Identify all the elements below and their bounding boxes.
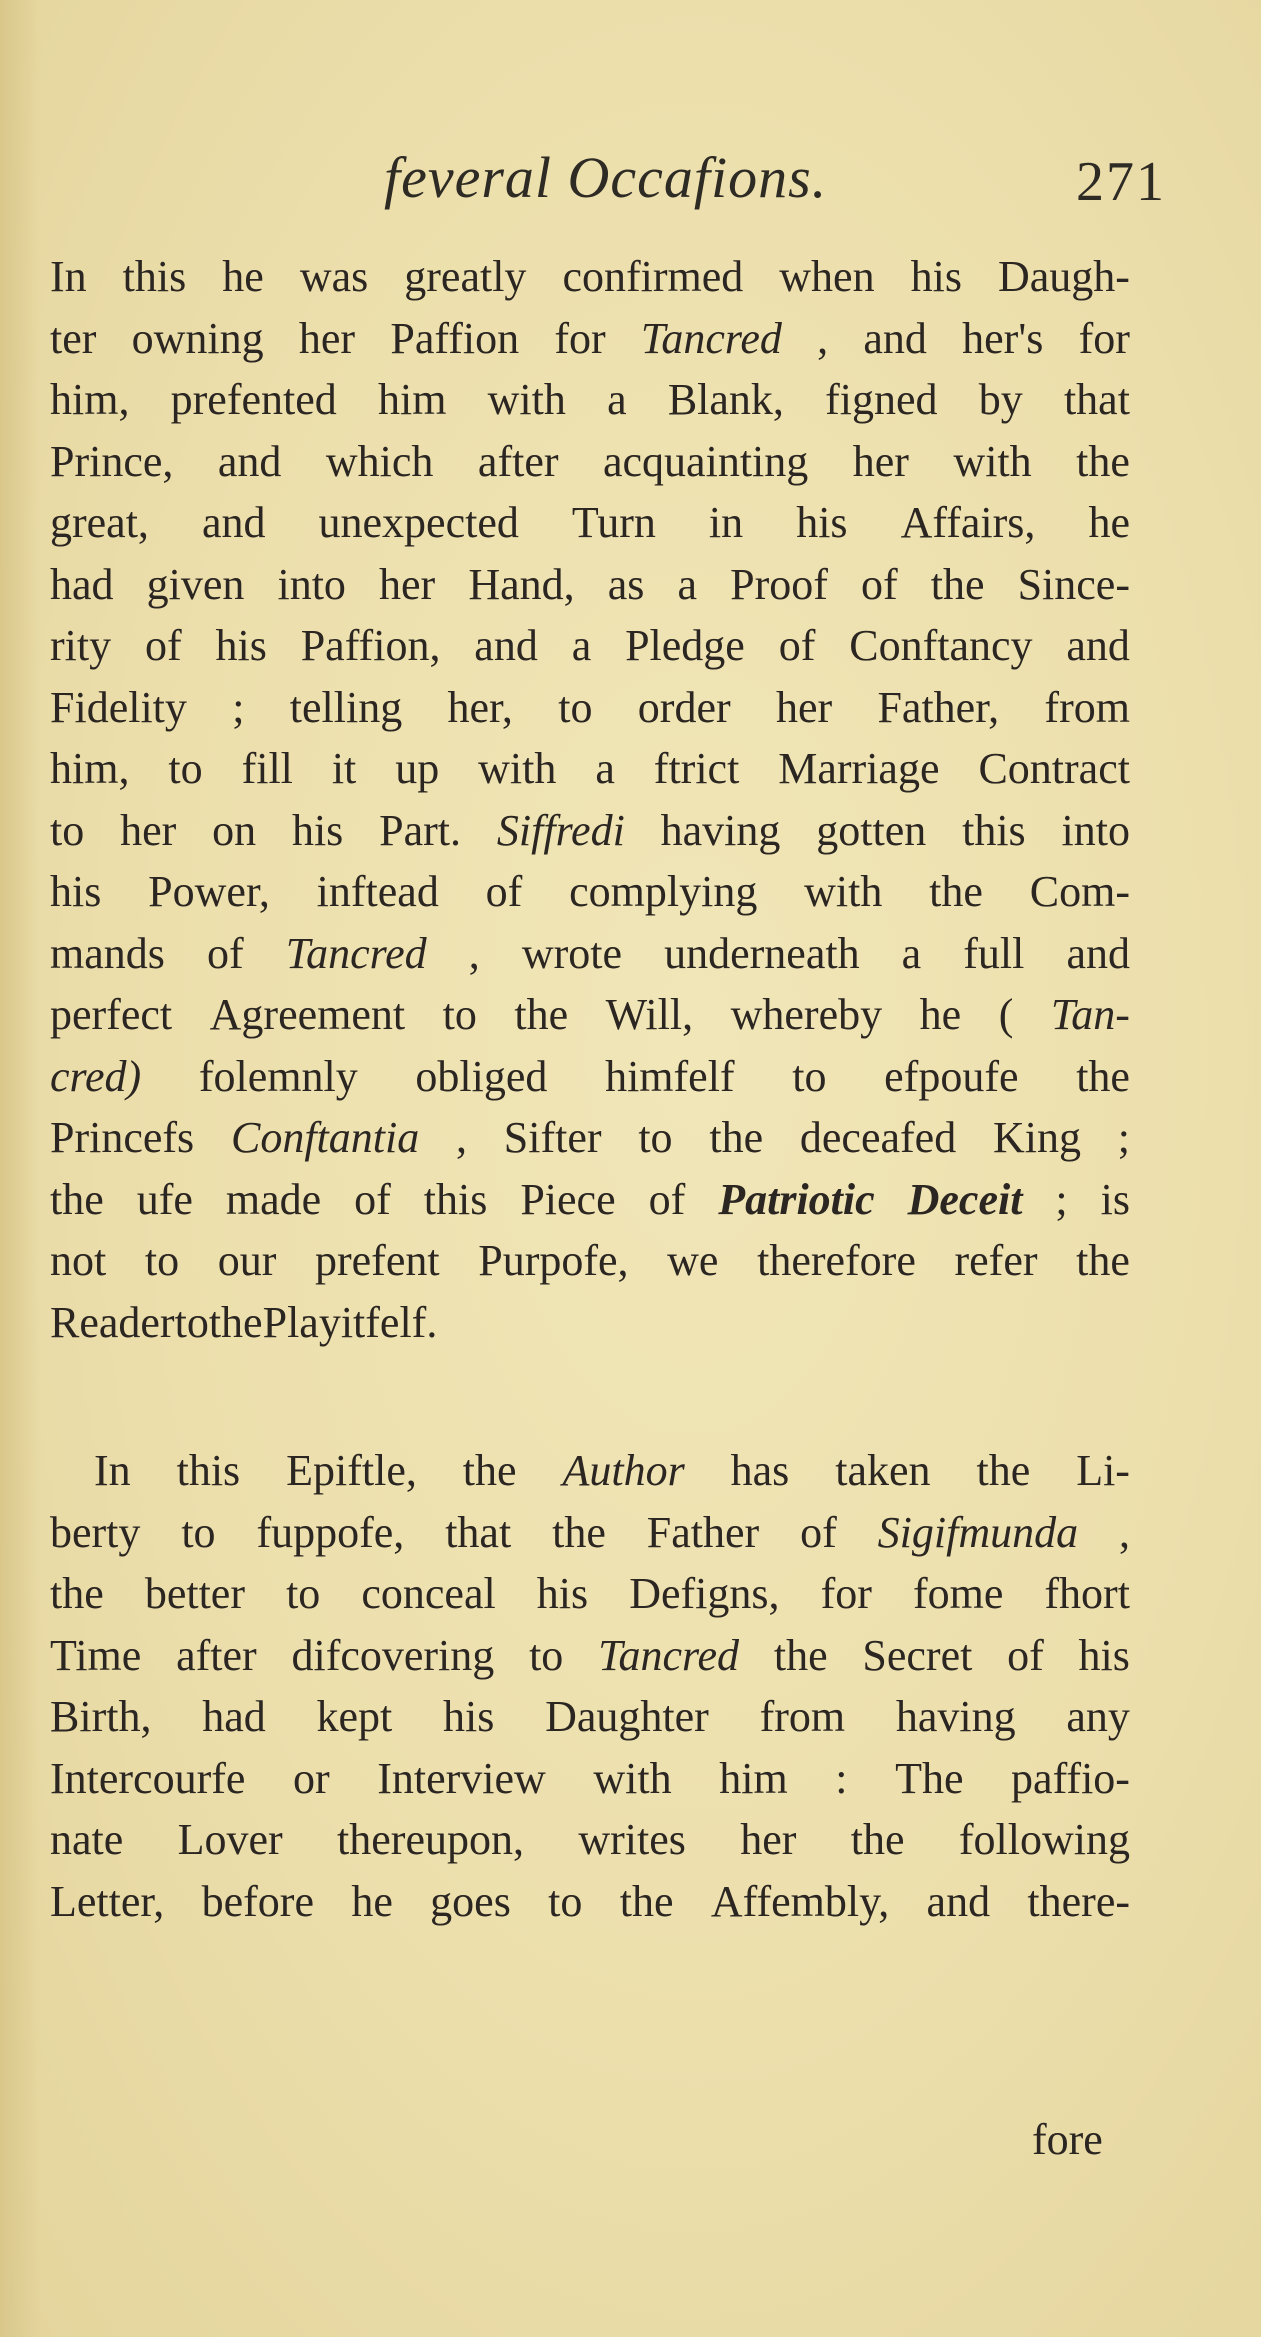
- text-word: of: [778, 621, 816, 670]
- text-line: [50, 1809, 1130, 1871]
- text-word: from: [759, 1692, 846, 1741]
- text-word: fuppofe,: [256, 1507, 405, 1557]
- text-word: her: [852, 436, 909, 486]
- text-word: Tan-: [1050, 990, 1130, 1039]
- text-word: Proof: [730, 559, 828, 609]
- text-word: inftead: [316, 867, 439, 916]
- text-word: In: [50, 252, 87, 301]
- text-word: Father,: [877, 682, 1000, 732]
- text-word: and: [926, 1876, 991, 1926]
- text-word: obliged: [415, 1051, 548, 1101]
- text-word: Affairs,: [900, 498, 1036, 547]
- text-word: Blank,: [667, 375, 784, 424]
- text-word: Epiftle,: [286, 1446, 417, 1495]
- text-word: with: [593, 1753, 672, 1803]
- text-word: there-: [1027, 1876, 1130, 1926]
- text-line: [50, 1625, 1130, 1687]
- text-word: Deceit: [907, 1174, 1023, 1224]
- text-word: perfect: [50, 990, 173, 1039]
- text-line: [50, 308, 1130, 370]
- text-word: him,: [50, 744, 130, 793]
- text-word: to: [144, 1236, 180, 1285]
- text-word: The: [895, 1753, 964, 1803]
- text-line: [50, 1292, 1130, 1354]
- text-word: unexpected: [318, 498, 519, 547]
- text-word: the: [50, 1174, 104, 1224]
- text-word: Pledge: [625, 621, 745, 670]
- text-word: her: [120, 805, 177, 855]
- text-word: ter: [50, 313, 97, 363]
- text-word: the: [1076, 1236, 1130, 1285]
- text-word: Princefs: [50, 1113, 195, 1162]
- text-word: the: [552, 1507, 606, 1557]
- text-word: by: [978, 375, 1023, 424]
- text-word: the: [850, 1815, 905, 1864]
- text-word: and: [201, 498, 266, 547]
- text-line: [50, 1686, 1130, 1748]
- text-word: Daugh-: [997, 252, 1130, 301]
- text-word: figned: [825, 375, 938, 424]
- text-word: fill: [241, 744, 293, 793]
- text-word: or: [293, 1753, 330, 1803]
- text-word: into: [277, 559, 346, 609]
- text-word: Play: [262, 1297, 341, 1347]
- text-word: and: [474, 621, 538, 670]
- text-word: Paffion,: [300, 621, 441, 670]
- text-word: Affembly,: [710, 1876, 890, 1926]
- text-word: cred): [50, 1051, 142, 1101]
- text-word: he: [222, 252, 264, 301]
- text-line: [50, 1563, 1130, 1625]
- text-word: Tancred: [598, 1630, 740, 1680]
- page-number: 271: [1076, 151, 1166, 213]
- text-word: a: [607, 375, 627, 424]
- body-text: [50, 246, 1130, 1932]
- text-line: [50, 246, 1130, 308]
- text-word: him: [719, 1753, 788, 1803]
- text-word: and: [1066, 621, 1130, 670]
- text-word: folemnly: [198, 1051, 358, 1101]
- text-word: of: [1007, 1630, 1044, 1680]
- text-word: to: [181, 1507, 216, 1557]
- text-word: writes: [578, 1815, 686, 1864]
- text-word: a: [595, 744, 615, 793]
- text-word: Conftancy: [849, 621, 1033, 670]
- text-word: to: [548, 1876, 583, 1926]
- text-word: her: [775, 682, 833, 732]
- text-word: Li-: [1076, 1446, 1130, 1495]
- text-word: Father: [646, 1507, 760, 1557]
- text-word: therefore: [757, 1236, 916, 1285]
- text-word: for: [554, 313, 606, 363]
- text-word: on: [212, 805, 257, 855]
- text-word: he: [1088, 498, 1130, 547]
- text-word: for: [1078, 313, 1130, 363]
- text-line: [50, 431, 1130, 493]
- text-word: better: [144, 1569, 245, 1618]
- text-word: her: [298, 313, 356, 363]
- text-word: her's: [962, 313, 1044, 363]
- text-word: Tancred: [640, 313, 782, 363]
- text-word: with: [487, 375, 566, 424]
- text-word: Part.: [379, 805, 462, 855]
- text-word: him,: [50, 375, 130, 424]
- text-word: ,: [468, 928, 480, 978]
- text-word: up: [395, 744, 440, 793]
- text-word: great,: [50, 498, 149, 547]
- text-line: [50, 615, 1130, 677]
- text-word: Contract: [978, 744, 1130, 793]
- text-word: Reader: [50, 1297, 175, 1347]
- text-word: King: [992, 1113, 1081, 1162]
- text-word: Prince,: [50, 436, 174, 486]
- text-word: our: [217, 1236, 277, 1285]
- text-word: having: [660, 805, 781, 855]
- text-word: to: [286, 1569, 321, 1618]
- text-word: refer: [954, 1236, 1038, 1285]
- text-word: to: [558, 682, 593, 732]
- text-word: of: [354, 1174, 391, 1224]
- text-word: Marriage: [778, 744, 940, 793]
- text-word: the: [709, 1113, 764, 1162]
- text-word: to: [638, 1113, 673, 1162]
- text-word: Sifter: [503, 1113, 602, 1162]
- text-line: [50, 492, 1130, 554]
- text-word: ;: [1055, 1174, 1068, 1224]
- text-word: of: [800, 1507, 837, 1557]
- text-word: thereupon,: [337, 1815, 524, 1864]
- text-line: [50, 1440, 1130, 1502]
- text-line: [50, 861, 1130, 923]
- text-word: the: [1076, 436, 1130, 486]
- text-word: not: [50, 1236, 107, 1285]
- text-word: into: [1061, 805, 1130, 855]
- text-word: prefent: [315, 1236, 440, 1285]
- text-word: any: [1066, 1692, 1130, 1741]
- text-word: Paffion: [390, 313, 520, 363]
- text-word: taken: [835, 1446, 931, 1495]
- text-word: ufe: [136, 1174, 193, 1224]
- text-line: [50, 738, 1130, 800]
- text-word: his: [50, 867, 102, 916]
- text-line: [50, 1871, 1130, 1933]
- text-word: the: [50, 1569, 104, 1618]
- catchword: fore: [1032, 2115, 1103, 2164]
- text-word: that: [445, 1507, 512, 1557]
- text-word: itfelf.: [340, 1297, 438, 1347]
- text-word: and: [217, 436, 282, 486]
- text-word: the: [462, 1446, 517, 1495]
- text-word: for: [820, 1569, 872, 1618]
- text-word: In: [94, 1446, 131, 1495]
- text-word: to: [792, 1051, 827, 1101]
- running-head-title: feveral Occafions.: [384, 145, 828, 210]
- running-head: [0, 130, 1261, 220]
- text-word: with: [953, 436, 1032, 486]
- text-word: Piece: [520, 1174, 616, 1224]
- text-word: Agreement: [209, 990, 406, 1039]
- text-line: [50, 1230, 1130, 1292]
- text-word: acquainting: [603, 436, 809, 486]
- text-word: and: [1066, 928, 1130, 978]
- text-word: ,: [456, 1113, 467, 1162]
- text-word: had: [50, 559, 114, 609]
- text-word: after: [176, 1630, 257, 1680]
- text-word: a: [571, 621, 592, 670]
- text-word: his: [291, 805, 344, 855]
- text-line: [50, 1748, 1130, 1810]
- paragraph: [50, 246, 1130, 1353]
- text-word: the: [514, 990, 569, 1039]
- text-line: [50, 800, 1130, 862]
- text-word: the: [929, 867, 983, 916]
- text-word: himfelf: [605, 1051, 735, 1101]
- text-word: of: [485, 867, 523, 916]
- text-word: Defigns,: [629, 1569, 780, 1618]
- text-word: ,: [817, 313, 829, 363]
- text-word: him: [377, 375, 447, 424]
- text-word: the: [976, 1446, 1031, 1495]
- text-word: his: [443, 1692, 495, 1741]
- text-word: greatly: [404, 252, 527, 301]
- text-word: this: [176, 1446, 241, 1495]
- text-word: which: [325, 436, 434, 486]
- text-word: complying: [569, 867, 758, 916]
- text-word: the: [208, 1297, 263, 1347]
- text-word: to: [168, 744, 203, 793]
- text-line: [50, 1169, 1130, 1231]
- text-word: of: [860, 559, 898, 609]
- text-word: made: [225, 1174, 322, 1224]
- text-word: with: [804, 867, 883, 916]
- text-word: order: [637, 682, 731, 732]
- text-word: Secret: [862, 1630, 973, 1680]
- text-word: before: [201, 1876, 314, 1926]
- text-word: the: [619, 1876, 674, 1926]
- text-word: conceal: [361, 1569, 496, 1618]
- text-word: Tancred: [285, 928, 427, 978]
- text-line: [50, 369, 1130, 431]
- text-word: Purpofe,: [478, 1236, 629, 1285]
- text-word: ,: [1119, 1507, 1130, 1557]
- text-word: Intercourfe: [50, 1753, 246, 1803]
- text-word: underneath: [664, 928, 860, 978]
- text-line: [50, 677, 1130, 739]
- text-word: is: [1100, 1174, 1130, 1224]
- text-word: his: [536, 1569, 589, 1618]
- text-line: [50, 1502, 1130, 1564]
- text-word: of: [648, 1174, 686, 1224]
- text-word: Siffredi: [496, 805, 625, 855]
- text-word: given: [146, 559, 245, 609]
- text-word: Author: [562, 1446, 685, 1495]
- text-word: after: [477, 436, 559, 486]
- text-line: [50, 1046, 1130, 1108]
- text-word: Lover: [177, 1815, 283, 1864]
- text-word: Time: [50, 1630, 142, 1680]
- text-word: following: [958, 1815, 1130, 1864]
- text-word: (: [998, 990, 1014, 1039]
- text-word: having: [895, 1692, 1016, 1741]
- text-word: when: [779, 252, 875, 301]
- text-word: her,: [447, 682, 513, 732]
- text-word: and: [863, 313, 927, 363]
- text-word: a: [901, 928, 922, 978]
- text-word: ;: [1117, 1113, 1130, 1162]
- text-word: this: [962, 805, 1026, 855]
- text-word: gotten: [816, 805, 927, 855]
- text-word: the: [773, 1630, 828, 1680]
- text-word: a: [677, 559, 697, 609]
- text-word: it: [331, 744, 357, 793]
- text-word: full: [963, 928, 1025, 978]
- text-word: owning: [131, 313, 264, 363]
- text-word: his: [910, 252, 962, 301]
- text-word: with: [478, 744, 557, 793]
- text-line: [50, 1107, 1130, 1169]
- text-word: paffio-: [1011, 1753, 1130, 1803]
- text-word: rity: [50, 621, 112, 670]
- text-word: Fidelity: [50, 682, 187, 732]
- text-word: to: [442, 990, 477, 1039]
- text-word: Will,: [605, 990, 694, 1039]
- text-line: [50, 984, 1130, 1046]
- text-word: confirmed: [562, 252, 744, 301]
- text-word: this: [423, 1174, 488, 1224]
- text-word: fhort: [1044, 1569, 1130, 1618]
- text-word: Letter,: [50, 1876, 165, 1926]
- text-word: his: [796, 498, 848, 547]
- text-word: nate: [50, 1815, 124, 1864]
- page-binding-shadow: [0, 0, 40, 2337]
- text-word: of: [144, 621, 182, 670]
- text-word: that: [1063, 375, 1130, 424]
- text-word: mands: [50, 928, 165, 978]
- text-word: was: [299, 252, 369, 301]
- text-word: his: [1078, 1630, 1130, 1680]
- text-word: this: [122, 252, 187, 301]
- text-word: of: [206, 928, 244, 978]
- text-word: Patriotic: [718, 1174, 875, 1224]
- text-word: to: [174, 1297, 209, 1347]
- text-word: her: [740, 1815, 797, 1864]
- text-word: berty: [50, 1507, 141, 1557]
- text-word: Hand,: [468, 559, 575, 609]
- text-word: to: [529, 1630, 564, 1680]
- text-word: goes: [430, 1876, 511, 1926]
- text-word: :: [835, 1753, 848, 1803]
- text-word: ftrict: [653, 744, 740, 793]
- paragraph: [50, 1440, 1130, 1932]
- text-word: fome: [912, 1569, 1004, 1618]
- text-word: has: [730, 1446, 790, 1495]
- text-word: kept: [316, 1692, 393, 1741]
- text-word: the: [930, 559, 985, 609]
- text-word: whereby: [730, 990, 883, 1039]
- text-word: Power,: [148, 867, 270, 916]
- paragraph-gap: [50, 1353, 1130, 1440]
- text-word: his: [215, 621, 267, 670]
- text-word: he: [351, 1876, 393, 1926]
- text-word: Sigifmunda: [877, 1507, 1079, 1557]
- text-word: difcovering: [291, 1630, 495, 1680]
- text-word: Conftantia: [230, 1113, 420, 1162]
- text-line: [50, 923, 1130, 985]
- text-word: Turn: [571, 498, 656, 547]
- text-word: the: [1076, 1051, 1130, 1101]
- text-word: ;: [232, 682, 245, 732]
- text-word: her: [379, 559, 436, 609]
- text-word: he: [919, 990, 962, 1039]
- text-line: [50, 554, 1130, 616]
- text-word: telling: [289, 682, 403, 732]
- text-word: from: [1044, 682, 1130, 732]
- text-word: wrote: [521, 928, 623, 978]
- text-word: prefented: [170, 375, 337, 424]
- text-word: as: [607, 559, 645, 609]
- text-word: Interview: [377, 1753, 546, 1803]
- text-word: Daughter: [545, 1692, 709, 1741]
- text-word: Birth,: [50, 1692, 152, 1741]
- text-word: deceafed: [799, 1113, 957, 1162]
- text-word: efpoufe: [884, 1051, 1019, 1101]
- text-word: to: [50, 805, 85, 855]
- text-word: Since-: [1017, 559, 1130, 609]
- text-word: in: [708, 498, 744, 547]
- text-word: had: [202, 1692, 266, 1741]
- text-word: we: [667, 1236, 719, 1285]
- text-word: Com-: [1029, 867, 1130, 916]
